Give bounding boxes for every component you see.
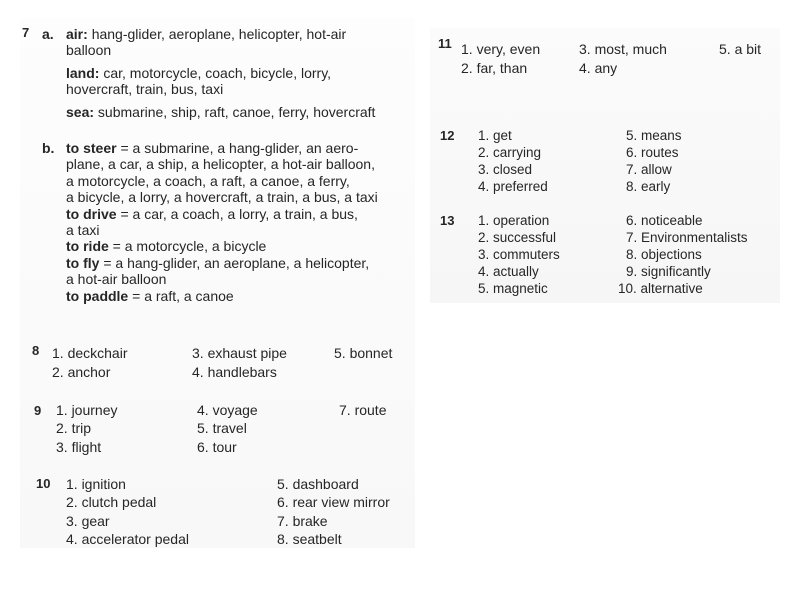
list-item: 7. allow (626, 162, 672, 177)
list-item: 2. far, than (461, 60, 528, 76)
paddle-text: = a raft, a canoe (132, 287, 234, 304)
steer-text: = a submarine, a hang-glider, an aero- (120, 140, 359, 156)
list-item: 5. means (626, 128, 682, 143)
list-item: 2. anchor (52, 364, 111, 380)
land-text: car, motorcycle, coach, bicycle, lorry, (103, 64, 332, 81)
list-item: 1. ignition (66, 476, 126, 492)
air-text-cont: balloon (66, 42, 112, 59)
exercise-7b-letter: b. (42, 140, 55, 156)
list-item: 1. operation (478, 213, 550, 228)
list-item: 3. exhaust pipe (192, 345, 287, 361)
list-item: 5. a bit (719, 41, 762, 57)
list-item: 6. routes (626, 145, 679, 160)
drive-text-2: a taxi (66, 222, 100, 239)
air-text: hang-glider, aeroplane, helicopter, hot-air (91, 26, 347, 42)
list-item: 8. objections (626, 247, 702, 262)
air-label: air: (66, 26, 88, 42)
steer-text-2: plane, a car, a ship, a helicopter, a hot-air balloon, (66, 156, 375, 173)
sea-label: sea: (66, 103, 95, 120)
ride-label: to ride (66, 238, 109, 255)
exercise-9-number: 9 (34, 403, 42, 418)
list-item: 7. route (339, 402, 387, 418)
steer-label: to steer (66, 140, 117, 156)
fly-text: = a hang-glider, an aeroplane, a helicopter, (103, 254, 370, 271)
exercise-12-number: 12 (440, 128, 455, 143)
exercise-7-number: 7 (22, 25, 30, 40)
list-item: 1. journey (56, 402, 118, 418)
exercise-13-number: 13 (440, 213, 455, 228)
list-item: 5. dashboard (277, 476, 359, 492)
sea-text: submarine, ship, raft, canoe, ferry, hovercraft (97, 103, 376, 120)
list-item: 4. any (579, 60, 618, 76)
list-item: 4. accelerator pedal (66, 531, 189, 547)
list-item: 3. closed (478, 162, 533, 177)
list-item: 1. get (478, 128, 512, 143)
list-item: 5. magnetic (478, 281, 548, 296)
ride-text: = a motorcycle, a bicycle (112, 238, 267, 255)
list-item: 5. bonnet (334, 345, 393, 361)
list-item: 2. clutch pedal (66, 494, 157, 510)
list-item: 4. voyage (197, 402, 258, 418)
fly-label: to fly (66, 254, 100, 271)
list-item: 8. seatbelt (277, 531, 342, 547)
land-text-cont: hovercraft, train, bus, taxi (66, 81, 224, 98)
list-item: 6. tour (197, 439, 237, 455)
land-label: land: (66, 64, 100, 81)
exercise-7a-letter: a. (42, 26, 54, 42)
list-item: 1. very, even (461, 41, 541, 57)
drive-label: to drive (66, 205, 117, 222)
list-item: 7. brake (277, 513, 328, 529)
list-item: 2. trip (56, 420, 92, 436)
list-item: 4. handlebars (192, 364, 277, 380)
exercise-7b-answer (66, 140, 411, 304)
exercise-11-number: 11 (438, 36, 452, 51)
list-item: 8. early (626, 179, 671, 194)
list-item: 2. carrying (478, 145, 542, 160)
exercise-10-number: 10 (36, 476, 51, 491)
list-item: 3. commuters (478, 247, 560, 262)
list-item: 9. significantly (626, 264, 711, 279)
list-item: 6. noticeable (626, 213, 703, 228)
steer-text-3: a motorcycle, a coach, a raft, a canoe, a ferry, (66, 172, 350, 189)
list-item: 2. successful (478, 230, 557, 245)
steer-text-4: a bicycle, a lorry, a hovercraft, a train, a bus, a taxi (66, 189, 378, 206)
paddle-label: to paddle (66, 287, 129, 304)
list-item: 3. most, much (579, 41, 667, 57)
exercise-8-number: 8 (32, 343, 40, 358)
fly-text-2: a hot-air balloon (66, 271, 167, 288)
list-item: 10. alternative (618, 281, 703, 296)
list-item: 4. preferred (478, 179, 548, 194)
drive-text: = a car, a coach, a lorry, a train, a bus, (120, 205, 358, 222)
list-item: 6. rear view mirror (277, 494, 390, 510)
list-item: 1. deckchair (52, 345, 128, 361)
list-item: 7. Environmentalists (626, 230, 748, 245)
exercise-7a-answer (66, 26, 411, 120)
list-item: 3. gear (66, 513, 110, 529)
list-item: 5. travel (197, 420, 247, 436)
list-item: 3. flight (56, 439, 102, 455)
list-item: 4. actually (478, 264, 539, 279)
